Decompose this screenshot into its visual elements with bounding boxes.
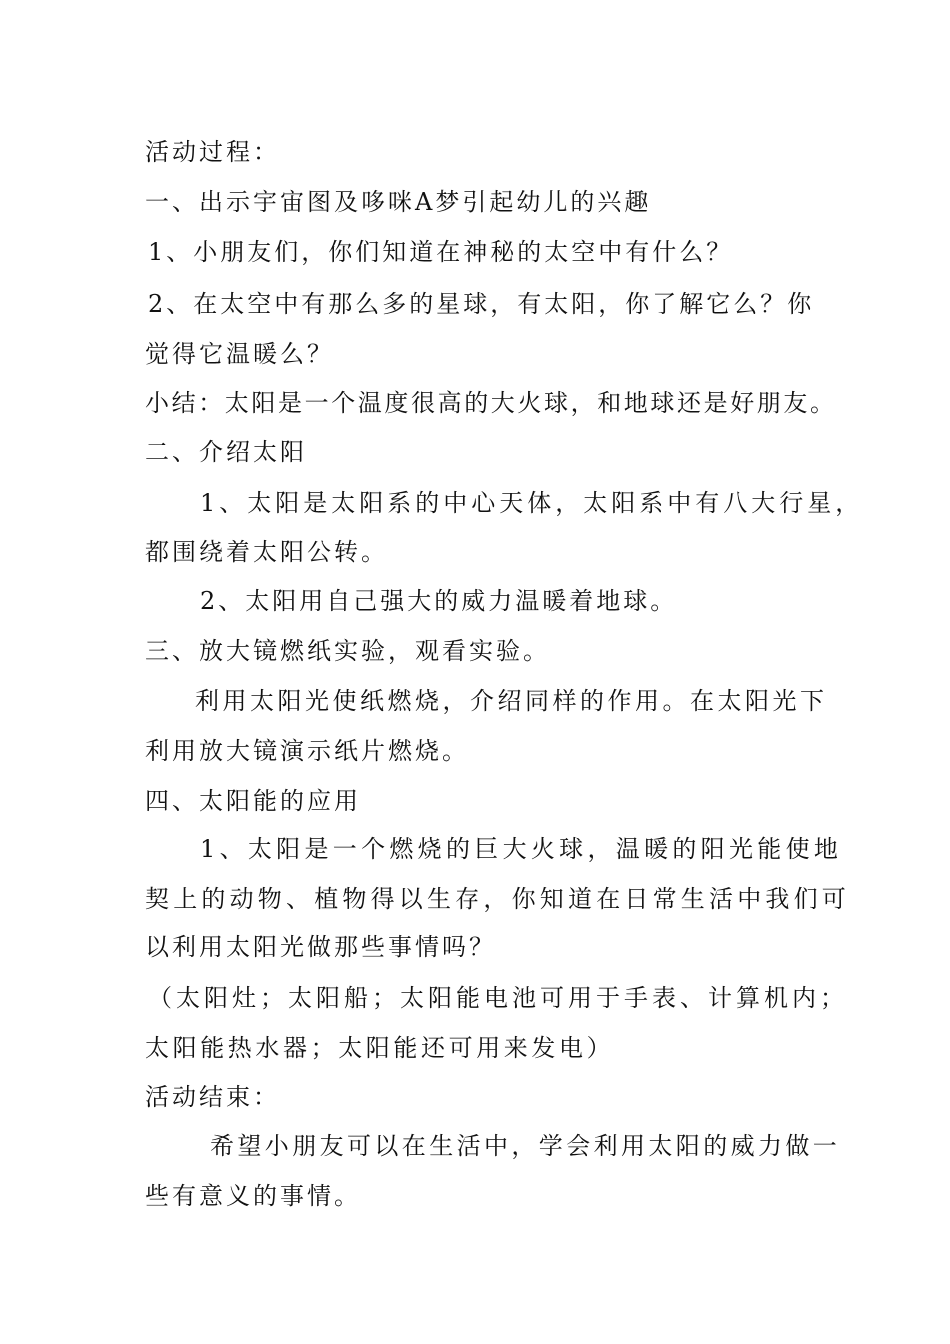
paragraph-line: 以利用太阳光做那些事情吗？ bbox=[145, 933, 496, 961]
paragraph-line: （太阳灶；太阳船；太阳能电池可用于手表、计算机内； bbox=[148, 984, 848, 1012]
section-heading-process: 活动过程： bbox=[145, 138, 280, 166]
paragraph-line: 都围绕着太阳公转。 bbox=[145, 538, 388, 566]
paragraph-line: 2、太阳用自己强大的威力温暖着地球。 bbox=[200, 587, 678, 615]
paragraph-line: 利用放大镜演示纸片燃烧。 bbox=[145, 737, 469, 765]
paragraph-line: 太阳能热水器；太阳能还可用来发电） bbox=[145, 1034, 615, 1062]
paragraph-line: 1、太阳是太阳系的中心天体，太阳系中有八大行星， bbox=[200, 489, 864, 517]
section-heading-end: 活动结束： bbox=[145, 1083, 280, 1111]
section-heading-4: 四、太阳能的应用 bbox=[145, 787, 361, 815]
summary-line: 小结：太阳是一个温度很高的大火球，和地球还是好朋友。 bbox=[145, 389, 837, 417]
section-heading-1: 一、出示宇宙图及哆咪A梦引起幼儿的兴趣 bbox=[145, 188, 652, 216]
paragraph-line: 觉得它温暖么？ bbox=[145, 340, 334, 368]
paragraph-line: 希望小朋友可以在生活中，学会利用太阳的威力做一 bbox=[210, 1132, 841, 1160]
section-heading-2: 二、介绍太阳 bbox=[145, 438, 307, 466]
paragraph-line: 些有意义的事情。 bbox=[145, 1182, 361, 1210]
paragraph-line: 1、太阳是一个燃烧的巨大火球，温暖的阳光能使地 bbox=[200, 835, 843, 863]
paragraph-line: 契上的动物、植物得以生存，你知道在日常生活中我们可 bbox=[145, 885, 850, 913]
paragraph-line: 利用太阳光使纸燃烧，介绍同样的作用。在太阳光下 bbox=[195, 687, 828, 715]
section-heading-3: 三、放大镜燃纸实验，观看实验。 bbox=[145, 637, 550, 665]
paragraph-line: 1、小朋友们，你们知道在神秘的太空中有什么？ bbox=[148, 238, 734, 266]
paragraph-line: 2、在太空中有那么多的星球，有太阳，你了解它么？你 bbox=[148, 290, 815, 318]
